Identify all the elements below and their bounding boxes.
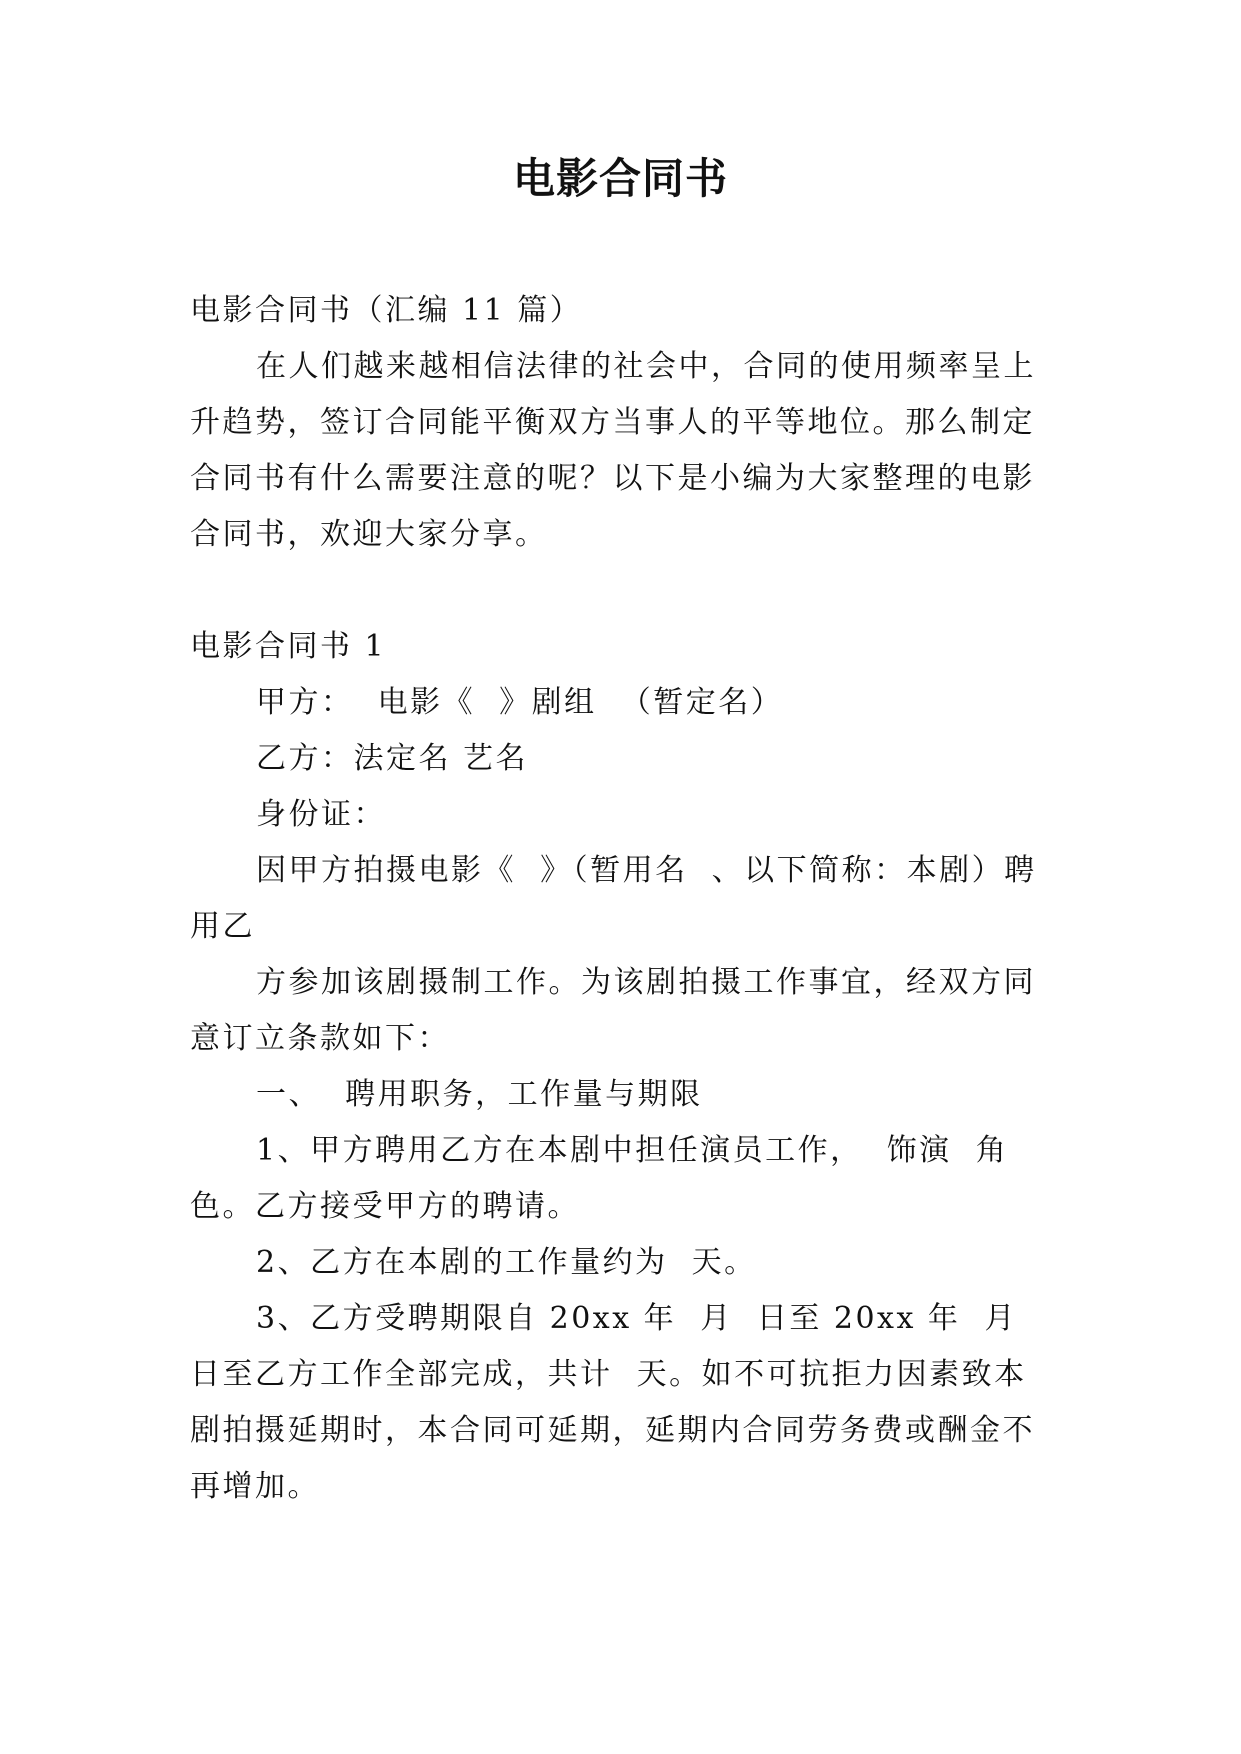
- clause-3: 3、乙方受聘期限自 20xx 年 月 日至 20xx 年 月 日至乙方工作全部完成，共计 天。如不可抗拒力因素致本剧拍摄延期时，本合同可延期，延期内合同劳务费或酬金不再增加。: [190, 1301, 1042, 1504]
- clause-2: 2、乙方在本剧的工作量约为 天。: [256, 1245, 757, 1280]
- recital-paragraph-2: 方参加该剧摄制工作。为该剧拍摄工作事宜，经双方同意订立条款如下：: [190, 965, 1036, 1056]
- party-b-line: 乙方：法定名 艺名: [256, 741, 529, 776]
- id-card-line: 身份证：: [256, 797, 386, 832]
- document-body: [190, 283, 1050, 1515]
- paragraph-spacer: [190, 563, 1050, 619]
- party-a-line: 甲方： 电影《 》剧组 （暂定名）: [256, 685, 784, 720]
- clause-heading: 一、 聘用职务，工作量与期限: [256, 1077, 703, 1112]
- recital-paragraph-1: 因甲方拍摄电影《 》（暂用名 、以下简称：本剧）聘用乙: [190, 853, 1037, 944]
- document-title: 电影合同书: [512, 154, 728, 203]
- document-subtitle: 电影合同书（汇编 11 篇）: [190, 293, 583, 328]
- clause-1: 1、甲方聘用乙方在本剧中担任演员工作， 饰演 角色。乙方接受甲方的聘请。: [190, 1133, 1009, 1224]
- intro-paragraph: 在人们越来越相信法律的社会中，合同的使用频率呈上升趋势，签订合同能平衡双方当事人的平等地位。那么制定合同书有什么需要注意的呢？以下是小编为大家整理的电影合同书，欢迎大家分享。: [190, 349, 1036, 552]
- section-heading: 电影合同书 1: [190, 629, 387, 664]
